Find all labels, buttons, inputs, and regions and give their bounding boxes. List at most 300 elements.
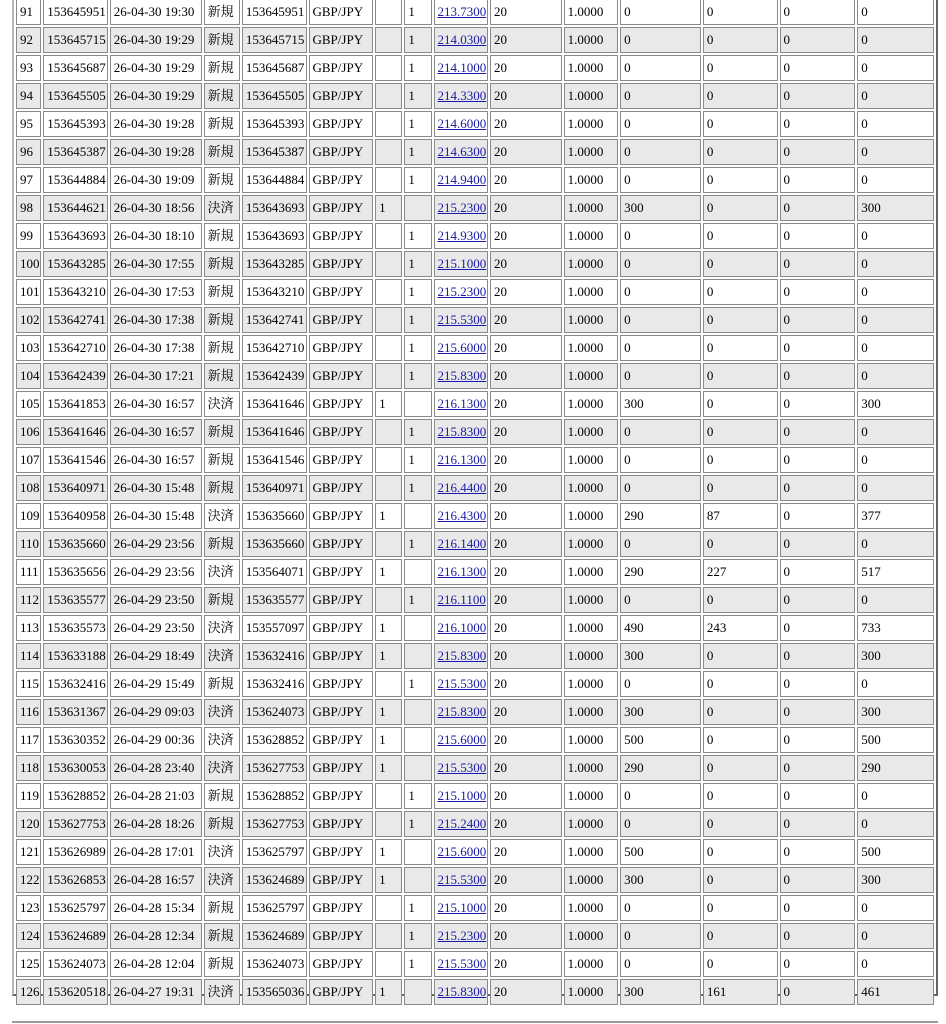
commission-cell: 0 [780,811,856,837]
swap-cell: 0 [703,699,778,725]
rate-cell: 1.0000 [564,867,618,893]
lot-cell: 20 [490,475,562,501]
price-link[interactable]: 215.1000 [437,256,487,271]
rate-cell: 1.0000 [564,503,618,529]
total-cell: 0 [857,671,934,697]
order-id-cell: 153645505 [43,83,108,109]
table-row [16,699,934,725]
rate-cell: 1.0000 [564,363,618,389]
sell-qty-cell: 1 [375,615,402,641]
total-cell: 300 [857,643,934,669]
row-number-cell: 123 [16,895,41,921]
trade-type-cell: 新規 [204,895,240,921]
datetime-cell: 26-04-28 18:26 [110,811,202,837]
position-id-cell: 153643693 [242,223,307,249]
price-link[interactable]: 216.4300 [437,508,487,523]
trade-type-cell: 決済 [204,699,240,725]
sell-qty-cell: 1 [375,559,402,585]
price-cell [434,279,488,305]
row-number-cell: 103 [16,335,41,361]
price-cell [434,587,488,613]
row-number-cell: 108 [16,475,41,501]
price-link[interactable]: 216.1300 [437,452,487,467]
datetime-cell: 26-04-30 19:29 [110,55,202,81]
buy-qty-cell: 1 [404,307,431,333]
currency-pair-cell: GBP/JPY [309,447,374,473]
total-cell: 0 [857,811,934,837]
currency-pair-cell: GBP/JPY [309,923,374,949]
sell-qty-cell: 1 [375,839,402,865]
order-id-cell: 153645687 [43,55,108,81]
profit-loss-cell: 0 [620,419,701,445]
price-cell [434,671,488,697]
commission-cell: 0 [780,979,856,1005]
lot-cell: 20 [490,223,562,249]
swap-cell: 0 [703,811,778,837]
lot-cell: 20 [490,419,562,445]
buy-qty-cell [404,979,431,1005]
swap-cell: 0 [703,251,778,277]
price-cell [434,0,488,25]
profit-loss-cell: 0 [620,811,701,837]
table-row [16,139,934,165]
row-number-cell: 110 [16,531,41,557]
datetime-cell: 26-04-30 17:55 [110,251,202,277]
trade-type-cell: 決済 [204,615,240,641]
datetime-cell: 26-04-30 16:57 [110,447,202,473]
price-link[interactable]: 214.1000 [437,60,487,75]
sell-qty-cell [375,307,402,333]
trade-type-cell: 決済 [204,839,240,865]
commission-cell: 0 [780,335,856,361]
sell-qty-cell [375,55,402,81]
price-cell [434,447,488,473]
profit-loss-cell: 500 [620,727,701,753]
position-id-cell: 153643285 [242,251,307,277]
buy-qty-cell: 1 [404,223,431,249]
position-id-cell: 153635660 [242,531,307,557]
price-link[interactable]: 215.5300 [437,676,487,691]
table-row [16,335,934,361]
table-row [16,83,934,109]
buy-qty-cell: 1 [404,111,431,137]
profit-loss-cell: 0 [620,587,701,613]
swap-cell: 0 [703,223,778,249]
sell-qty-cell [375,587,402,613]
table-row [16,643,934,669]
currency-pair-cell: GBP/JPY [309,83,374,109]
order-id-cell: 153620518 [43,979,108,1005]
price-cell [434,139,488,165]
row-number-cell: 122 [16,867,41,893]
price-link[interactable]: 215.5300 [437,760,487,775]
price-cell [434,83,488,109]
lot-cell: 20 [490,167,562,193]
swap-cell: 0 [703,755,778,781]
price-cell [434,783,488,809]
buy-qty-cell: 1 [404,419,431,445]
price-link[interactable]: 215.2400 [437,816,487,831]
position-id-cell: 153640971 [242,475,307,501]
position-id-cell: 153564071 [242,559,307,585]
trade-history-table [14,0,936,1007]
commission-cell: 0 [780,923,856,949]
trade-type-cell: 決済 [204,559,240,585]
price-link[interactable]: 215.1000 [437,900,487,915]
table-row [16,391,934,417]
lot-cell: 20 [490,447,562,473]
sell-qty-cell [375,783,402,809]
sell-qty-cell: 1 [375,391,402,417]
order-id-cell: 153640958 [43,503,108,529]
swap-cell: 0 [703,0,778,25]
price-link[interactable]: 214.6300 [437,144,487,159]
price-cell [434,699,488,725]
price-cell [434,167,488,193]
buy-qty-cell: 1 [404,783,431,809]
lot-cell: 20 [490,559,562,585]
trade-type-cell: 決済 [204,979,240,1005]
datetime-cell: 26-04-30 18:56 [110,195,202,221]
row-number-cell: 99 [16,223,41,249]
trade-type-cell: 新規 [204,447,240,473]
price-link[interactable]: 215.5300 [437,312,487,327]
trade-type-cell: 新規 [204,671,240,697]
datetime-cell: 26-04-28 16:57 [110,867,202,893]
table-row [16,475,934,501]
order-id-cell: 153635573 [43,615,108,641]
sell-qty-cell [375,363,402,389]
currency-pair-cell: GBP/JPY [309,391,374,417]
buy-qty-cell: 1 [404,475,431,501]
row-number-cell: 95 [16,111,41,137]
price-link[interactable]: 215.2300 [437,928,487,943]
swap-cell: 243 [703,615,778,641]
currency-pair-cell: GBP/JPY [309,979,374,1005]
price-link[interactable]: 216.1400 [437,536,487,551]
currency-pair-cell: GBP/JPY [309,335,374,361]
commission-cell: 0 [780,951,856,977]
total-cell: 377 [857,503,934,529]
price-link[interactable]: 215.5300 [437,956,487,971]
buy-qty-cell: 1 [404,139,431,165]
currency-pair-cell: GBP/JPY [309,839,374,865]
currency-pair-cell: GBP/JPY [309,755,374,781]
table-row [16,0,934,25]
position-id-cell: 153645387 [242,139,307,165]
row-number-cell: 117 [16,727,41,753]
buy-qty-cell: 1 [404,335,431,361]
table-row [16,923,934,949]
trade-type-cell: 決済 [204,391,240,417]
total-cell: 0 [857,587,934,613]
sell-qty-cell: 1 [375,867,402,893]
total-cell: 0 [857,307,934,333]
total-cell: 0 [857,531,934,557]
row-number-cell: 124 [16,923,41,949]
price-link[interactable]: 215.6000 [437,844,487,859]
datetime-cell: 26-04-30 19:29 [110,83,202,109]
buy-qty-cell [404,615,431,641]
profit-loss-cell: 290 [620,559,701,585]
lot-cell: 20 [490,839,562,865]
row-number-cell: 114 [16,643,41,669]
price-link[interactable]: 216.4400 [437,480,487,495]
position-id-cell: 153627753 [242,811,307,837]
table-row [16,755,934,781]
position-id-cell: 153644884 [242,167,307,193]
total-cell: 0 [857,895,934,921]
price-link[interactable]: 216.1100 [437,592,486,607]
total-cell: 0 [857,27,934,53]
price-link[interactable]: 215.5300 [437,872,487,887]
profit-loss-cell: 0 [620,83,701,109]
swap-cell: 0 [703,867,778,893]
price-link[interactable]: 215.8300 [437,648,487,663]
datetime-cell: 26-04-30 16:57 [110,419,202,445]
position-id-cell: 153645951 [242,0,307,25]
sell-qty-cell [375,223,402,249]
row-number-cell: 101 [16,279,41,305]
datetime-cell: 26-04-30 17:38 [110,307,202,333]
table-row [16,167,934,193]
rate-cell: 1.0000 [564,0,618,25]
total-cell: 461 [857,979,934,1005]
price-link[interactable]: 215.8300 [437,704,487,719]
price-cell [434,839,488,865]
table-row [16,979,934,1005]
rate-cell: 1.0000 [564,83,618,109]
position-id-cell: 153645687 [242,55,307,81]
sell-qty-cell [375,671,402,697]
commission-cell: 0 [780,83,856,109]
position-id-cell: 153632416 [242,671,307,697]
order-id-cell: 153645951 [43,0,108,25]
order-id-cell: 153625797 [43,895,108,921]
swap-cell: 0 [703,391,778,417]
swap-cell: 0 [703,839,778,865]
rate-cell: 1.0000 [564,615,618,641]
total-cell: 0 [857,167,934,193]
table-row [16,811,934,837]
table-row [16,951,934,977]
commission-cell: 0 [780,363,856,389]
row-number-cell: 93 [16,55,41,81]
datetime-cell: 26-04-29 18:49 [110,643,202,669]
swap-cell: 0 [703,671,778,697]
total-cell: 0 [857,0,934,25]
order-id-cell: 153635660 [43,531,108,557]
swap-cell: 0 [703,83,778,109]
row-number-cell: 105 [16,391,41,417]
rate-cell: 1.0000 [564,531,618,557]
buy-qty-cell: 1 [404,951,431,977]
buy-qty-cell [404,727,431,753]
total-cell: 0 [857,447,934,473]
commission-cell: 0 [780,0,856,25]
rate-cell: 1.0000 [564,27,618,53]
lot-cell: 20 [490,111,562,137]
lot-cell: 20 [490,531,562,557]
profit-loss-cell: 0 [620,447,701,473]
currency-pair-cell: GBP/JPY [309,419,374,445]
order-id-cell: 153624073 [43,951,108,977]
datetime-cell: 26-04-29 00:36 [110,727,202,753]
trade-type-cell: 新規 [204,335,240,361]
total-cell: 517 [857,559,934,585]
position-id-cell: 153627753 [242,755,307,781]
table-row [16,559,934,585]
rate-cell: 1.0000 [564,251,618,277]
price-link[interactable]: 215.8300 [437,984,487,999]
price-cell [434,335,488,361]
buy-qty-cell: 1 [404,895,431,921]
price-link[interactable]: 216.1000 [437,620,487,635]
lot-cell: 20 [490,27,562,53]
table-row [16,503,934,529]
commission-cell: 0 [780,167,856,193]
price-cell [434,475,488,501]
profit-loss-cell: 0 [620,251,701,277]
currency-pair-cell: GBP/JPY [309,727,374,753]
price-link[interactable]: 215.8300 [437,368,487,383]
profit-loss-cell: 300 [620,643,701,669]
total-cell: 290 [857,755,934,781]
table-row [16,867,934,893]
datetime-cell: 26-04-30 19:28 [110,139,202,165]
commission-cell: 0 [780,559,856,585]
profit-loss-cell: 0 [620,895,701,921]
commission-cell: 0 [780,111,856,137]
swap-cell: 0 [703,279,778,305]
currency-pair-cell: GBP/JPY [309,475,374,501]
price-link[interactable]: 214.9400 [437,172,487,187]
buy-qty-cell: 1 [404,279,431,305]
order-id-cell: 153624689 [43,923,108,949]
commission-cell: 0 [780,195,856,221]
rate-cell: 1.0000 [564,391,618,417]
swap-cell: 0 [703,475,778,501]
profit-loss-cell: 0 [620,363,701,389]
commission-cell: 0 [780,727,856,753]
rate-cell: 1.0000 [564,139,618,165]
total-cell: 0 [857,475,934,501]
price-link[interactable]: 215.6000 [437,340,487,355]
total-cell: 0 [857,951,934,977]
rate-cell: 1.0000 [564,475,618,501]
lot-cell: 20 [490,615,562,641]
price-cell [434,27,488,53]
lot-cell: 20 [490,307,562,333]
row-number-cell: 98 [16,195,41,221]
price-link[interactable]: 215.6000 [437,732,487,747]
order-id-cell: 153643693 [43,223,108,249]
commission-cell: 0 [780,475,856,501]
price-cell [434,419,488,445]
order-id-cell: 153632416 [43,671,108,697]
price-cell [434,503,488,529]
table-row [16,55,934,81]
order-id-cell: 153641546 [43,447,108,473]
lot-cell: 20 [490,671,562,697]
rate-cell: 1.0000 [564,643,618,669]
rate-cell: 1.0000 [564,559,618,585]
price-link[interactable]: 216.1300 [437,564,487,579]
commission-cell: 0 [780,251,856,277]
profit-loss-cell: 0 [620,335,701,361]
lot-cell: 20 [490,867,562,893]
lot-cell: 20 [490,55,562,81]
price-link[interactable]: 214.9300 [437,228,487,243]
buy-qty-cell [404,839,431,865]
order-id-cell: 153641853 [43,391,108,417]
swap-cell: 0 [703,531,778,557]
position-id-cell: 153624073 [242,951,307,977]
total-cell: 0 [857,335,934,361]
sell-qty-cell [375,83,402,109]
buy-qty-cell: 1 [404,83,431,109]
row-number-cell: 109 [16,503,41,529]
price-link[interactable]: 216.1300 [437,396,487,411]
row-number-cell: 113 [16,615,41,641]
price-link[interactable]: 215.1000 [437,788,487,803]
profit-loss-cell: 500 [620,839,701,865]
profit-loss-cell: 0 [620,783,701,809]
trade-type-cell: 新規 [204,951,240,977]
currency-pair-cell: GBP/JPY [309,0,374,25]
price-link[interactable]: 215.2300 [437,200,487,215]
profit-loss-cell: 0 [620,55,701,81]
rate-cell: 1.0000 [564,419,618,445]
total-cell: 0 [857,783,934,809]
trade-type-cell: 新規 [204,307,240,333]
table-row [16,531,934,557]
price-link[interactable]: 215.2300 [437,284,487,299]
position-id-cell: 153645715 [242,27,307,53]
order-id-cell: 153642741 [43,307,108,333]
commission-cell: 0 [780,279,856,305]
currency-pair-cell: GBP/JPY [309,503,374,529]
sell-qty-cell [375,27,402,53]
buy-qty-cell [404,699,431,725]
rate-cell: 1.0000 [564,195,618,221]
commission-cell: 0 [780,503,856,529]
price-link[interactable]: 213.7300 [437,4,487,19]
total-cell: 0 [857,111,934,137]
total-cell: 0 [857,279,934,305]
profit-loss-cell: 0 [620,475,701,501]
total-cell: 0 [857,223,934,249]
table-row [16,447,934,473]
table-row [16,419,934,445]
row-number-cell: 126 [16,979,41,1005]
table-row [16,307,934,333]
price-cell [434,363,488,389]
row-number-cell: 102 [16,307,41,333]
trade-type-cell: 新規 [204,27,240,53]
currency-pair-cell: GBP/JPY [309,139,374,165]
trade-type-cell: 決済 [204,643,240,669]
price-link[interactable]: 214.0300 [437,32,487,47]
price-link[interactable]: 214.6000 [437,116,487,131]
price-link[interactable]: 214.3300 [437,88,487,103]
price-link[interactable]: 215.8300 [437,424,487,439]
profit-loss-cell: 0 [620,27,701,53]
table-row [16,279,934,305]
table-row [16,839,934,865]
rate-cell: 1.0000 [564,895,618,921]
commission-cell: 0 [780,307,856,333]
